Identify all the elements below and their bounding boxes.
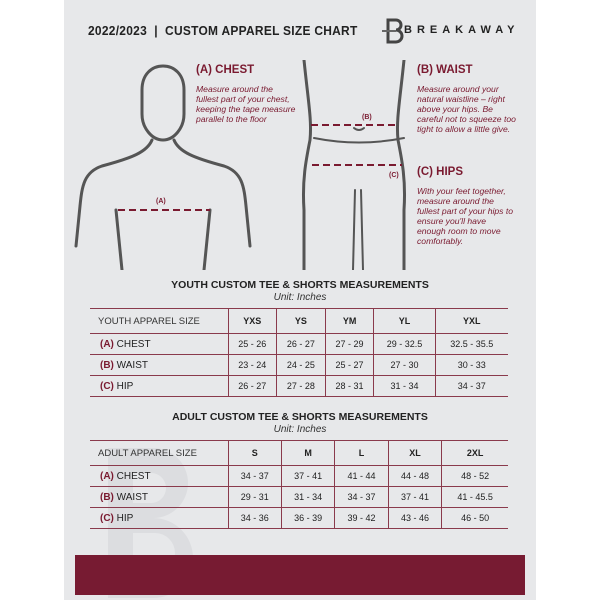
table-cell: 29 - 31 <box>228 487 281 508</box>
table-cell: 25 - 26 <box>228 334 277 355</box>
measurement-code: (B) <box>100 491 114 503</box>
measurement-label <box>90 334 228 355</box>
table-cell: 30 - 33 <box>435 355 508 376</box>
size-column-header: XL <box>388 441 441 466</box>
measurement-name: WAIST <box>116 491 148 503</box>
table-cell: 37 - 41 <box>281 466 334 487</box>
table-row <box>90 355 508 376</box>
table-cell: 34 - 36 <box>228 508 281 529</box>
table-cell: 41 - 44 <box>335 466 388 487</box>
table-cell: 34 - 37 <box>228 466 281 487</box>
hips-marker: (C) <box>389 172 399 179</box>
table-cell: 43 - 46 <box>388 508 441 529</box>
size-column-header: S <box>228 441 281 466</box>
adult-size-table <box>90 440 508 529</box>
table-cell: 41 - 45.5 <box>442 487 508 508</box>
youth-table-title: YOUTH CUSTOM TEE & SHORTS MEASUREMENTS <box>171 279 429 291</box>
brand-name: BREAKAWAY <box>404 24 520 36</box>
measurement-code: (C) <box>100 380 114 392</box>
adult-table-unit: Unit: Inches <box>273 424 327 435</box>
measurement-label <box>90 508 228 529</box>
table-cell: 34 - 37 <box>335 487 388 508</box>
measurement-code: (C) <box>100 512 114 524</box>
table-cell: 44 - 48 <box>388 466 441 487</box>
size-column-header: L <box>335 441 388 466</box>
hips-heading: (C) HIPS <box>417 166 463 178</box>
measurement-code: (A) <box>100 338 114 350</box>
table-cell: 24 - 25 <box>277 355 326 376</box>
breakaway-logo-icon <box>382 18 404 44</box>
measurement-label <box>90 376 228 397</box>
table-row <box>90 376 508 397</box>
size-column-header: M <box>281 441 334 466</box>
table-cell: 31 - 34 <box>374 376 435 397</box>
table-header-row <box>90 309 508 334</box>
size-column-header: 2XL <box>442 441 508 466</box>
measurement-label <box>90 355 228 376</box>
measurement-label <box>90 466 228 487</box>
size-column-header: YS <box>277 309 326 334</box>
waist-heading: (B) WAIST <box>417 64 473 76</box>
size-header: ADULT APPAREL SIZE <box>90 441 228 466</box>
size-column-header: YM <box>325 309 374 334</box>
table-header-row <box>90 441 508 466</box>
youth-size-table <box>90 308 508 397</box>
size-column-header: YXS <box>228 309 277 334</box>
table-cell: 36 - 39 <box>281 508 334 529</box>
table-cell: 27 - 30 <box>374 355 435 376</box>
table-cell: 39 - 42 <box>335 508 388 529</box>
table-cell: 37 - 41 <box>388 487 441 508</box>
table-row <box>90 508 508 529</box>
measurement-code: (A) <box>100 470 114 482</box>
table-cell: 34 - 37 <box>435 376 508 397</box>
youth-table-unit: Unit: Inches <box>273 292 327 303</box>
chest-description: Measure around the fullest part of your chest, keeping the tape measure parallel to the floor <box>196 84 296 124</box>
table-cell: 27 - 28 <box>277 376 326 397</box>
footer-bar <box>75 555 525 595</box>
size-chart-page <box>64 0 536 600</box>
size-header: YOUTH APPAREL SIZE <box>90 309 228 334</box>
page-title: 2022/2023 | CUSTOM APPAREL SIZE CHART <box>88 23 358 38</box>
measurement-name: CHEST <box>116 338 151 350</box>
table-row <box>90 334 508 355</box>
measurement-label <box>90 487 228 508</box>
table-cell: 29 - 32.5 <box>374 334 435 355</box>
table-cell: 25 - 27 <box>325 355 374 376</box>
chest-heading: (A) CHEST <box>196 64 255 76</box>
waist-marker: (B) <box>362 114 372 121</box>
size-column-header: YL <box>374 309 435 334</box>
table-cell: 26 - 27 <box>228 376 277 397</box>
measurement-code: (B) <box>100 359 114 371</box>
hips-description: With your feet together, measure around the fullest part of your hips to ensure you'll have enough room to move comfortably. <box>417 186 514 246</box>
table-row <box>90 487 508 508</box>
table-cell: 23 - 24 <box>228 355 277 376</box>
table-cell: 48 - 52 <box>442 466 508 487</box>
waist-description: Measure around your natural waistline – right above your hips. Be careful not to squeeze too tight to allow a little give. <box>417 84 516 134</box>
table-cell: 46 - 50 <box>442 508 508 529</box>
table-cell: 26 - 27 <box>277 334 326 355</box>
chest-marker: (A) <box>156 198 166 205</box>
table-cell: 31 - 34 <box>281 487 334 508</box>
measurement-name: HIP <box>116 512 134 524</box>
adult-table-title: ADULT CUSTOM TEE & SHORTS MEASUREMENTS <box>172 411 428 423</box>
measurement-name: WAIST <box>116 359 148 371</box>
size-column-header: YXL <box>435 309 508 334</box>
table-row <box>90 466 508 487</box>
measurement-name: CHEST <box>116 470 151 482</box>
measurement-name: HIP <box>116 380 134 392</box>
table-cell: 27 - 29 <box>325 334 374 355</box>
table-cell: 32.5 - 35.5 <box>435 334 508 355</box>
table-cell: 28 - 31 <box>325 376 374 397</box>
